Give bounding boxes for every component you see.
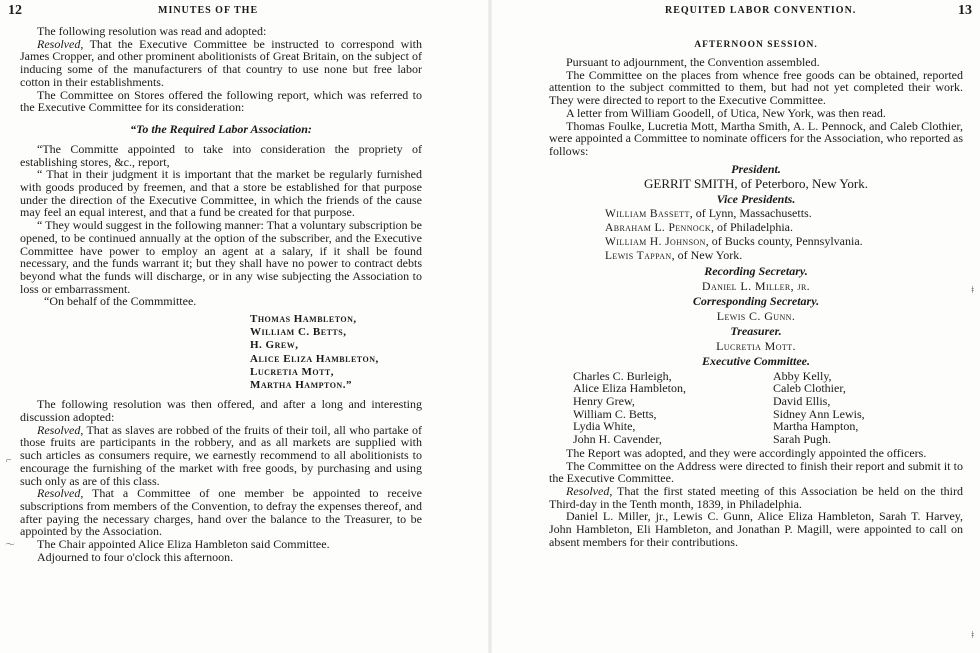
margin-mark: 〜 xyxy=(5,540,15,551)
committee-column-2 xyxy=(773,370,865,446)
margin-mark: ⌐ xyxy=(6,455,12,466)
signer: William C. Betts, xyxy=(250,326,347,339)
signer: Lucretia Mott, xyxy=(250,365,335,378)
resolution-paragraph xyxy=(20,487,422,538)
margin-mark: ǂ xyxy=(971,630,974,641)
committee-member: Abby Kelly, xyxy=(773,368,832,383)
committee-member: Martha Hampton, xyxy=(773,419,859,434)
committee-member: Henry Grew, xyxy=(573,394,635,409)
vice-president-name: Abraham L. Pennock xyxy=(605,221,711,234)
left-text-column xyxy=(20,25,422,563)
vice-president xyxy=(605,221,963,235)
report-paragraph: “ They would suggest in the following manner: That a voluntary subscription be opened, to be continued annually at the option of the subscriber, and the Executive Committee have power to employ an agent at a salary, if it shall be found necessary, and the funds warrant it; but they shall have no power to contract debts beyond what the funds will discharge, or in any wise subjecting the Association to loss or embarrassment. xyxy=(20,218,422,296)
resolution-text: , That the Executive Committee be instructed to correspond with James Cropper, and other prominent abolitionists of Great Britain, on the subject of inducing some of the manufacturers of that country to use none but free labor cotton in their establishments. xyxy=(20,36,422,89)
report-paragraph: “The Committe appointed to take into consideration the propriety of establishing stores, &c., report, xyxy=(20,141,422,169)
vice-presidents-list xyxy=(549,207,963,263)
resolution-text: , That the first stated meeting of this Association be held on the third Third-day in the Tenth month, 1839, in Philadelphia. xyxy=(549,483,963,511)
paragraph: The Committee on the Address were directed to finish their report and submit it to the Executive Committee. xyxy=(549,458,963,486)
office-heading-executive-committee: Executive Committee. xyxy=(702,353,810,368)
vice-president-place: , of Lynn, Massachusetts. xyxy=(689,205,812,220)
committee-member: Alice Eliza Hambleton, xyxy=(573,381,686,396)
committee-member: Caleb Clothier, xyxy=(773,381,846,396)
corresponding-secretary-name: Lewis C. Gunn. xyxy=(716,308,796,323)
signer: Thomas Hambleton, xyxy=(250,313,357,326)
page-number: 12 xyxy=(8,3,22,18)
resolved-label: Resolved xyxy=(37,36,81,51)
executive-committee-list xyxy=(573,370,963,446)
running-head: REQUITED LABOR CONVENTION. xyxy=(665,5,857,16)
office-heading-vice-presidents: Vice Presidents. xyxy=(716,191,796,206)
right-page xyxy=(490,0,980,653)
signer: Martha Hampton.” xyxy=(250,379,352,392)
vice-president xyxy=(605,249,963,263)
page-number: 13 xyxy=(958,3,972,18)
resolution-paragraph xyxy=(549,485,963,510)
recording-secretary-name: Daniel L. Miller, jr. xyxy=(701,278,811,293)
vice-president-name: Lewis Tappan xyxy=(605,249,672,262)
paragraph: Daniel L. Miller, jr., Lewis C. Gunn, Alice Eliza Hambleton, Sarah T. Harvey, John Hambleton, Eli Hambleton, and Jonathan P. Magill, were appointed to call on absent members for their contributions. xyxy=(549,509,963,549)
resolved-label: Resolved xyxy=(37,422,81,437)
paragraph: A letter from William Goodell, of Utica, New York, was then read. xyxy=(566,105,886,120)
committee-member: Charles C. Burleigh, xyxy=(573,368,672,383)
resolution-text: , That as slaves are robbed of the fruits of their toil, all who partake of those fruits are participants in the robbery, and as all markets are supplied with such articles as consumers require, we earnestly recommend to all abolitionists to encourage the furnishing of the market with free goods, by purchasing and using such only as are of this class. xyxy=(20,422,422,488)
resolution-paragraph xyxy=(20,424,422,488)
paragraph: The Report was adopted, and they were accordingly appointed the officers. xyxy=(566,445,927,460)
right-text-column xyxy=(549,40,963,548)
signer: Alice Eliza Hambleton, xyxy=(250,352,379,365)
committee-member: David Ellis, xyxy=(773,394,831,409)
committee-column-1 xyxy=(573,370,773,446)
margin-mark: ǂ xyxy=(971,285,974,296)
resolved-label: Resolved xyxy=(37,486,81,501)
resolved-label: Resolved xyxy=(566,483,610,498)
signer: H. Grew, xyxy=(250,339,299,352)
office-heading-corresponding-secretary: Corresponding Secretary. xyxy=(692,293,820,308)
paragraph: The Chair appointed Alice Eliza Hambleton said Committee. xyxy=(37,537,330,552)
committee-member: Lydia White, xyxy=(573,419,636,434)
report-closing: “On behalf of the Commmittee. xyxy=(44,294,197,309)
resolution-paragraph xyxy=(20,38,422,89)
committee-member: William C. Betts, xyxy=(573,406,657,421)
report-paragraph: “ That in their judgment it is important that the market be regularly furnished with goods produced by freemen, and that a store be established for that purpose under the direction of the Executive Committee, in which the friends of the cause may feel an equal interest, and that a fund be created for that purpose. xyxy=(20,167,422,220)
running-head: MINUTES OF THE xyxy=(158,5,259,16)
vice-president xyxy=(605,207,963,221)
paragraph: The following resolution was then offered, and after a long and interesting discussion adopted: xyxy=(20,397,422,424)
paragraph: The Committee on Stores offered the following report, which was referred to the Executive Committee for its consideration: xyxy=(20,87,422,115)
treasurer-name: Lucretia Mott. xyxy=(716,338,796,353)
signers-list xyxy=(250,313,422,392)
report-heading: “To the Required Labor Association: xyxy=(130,121,312,136)
vice-president-name: William H. Johnson xyxy=(605,235,706,248)
paragraph: Adjourned to four o'clock this afternoon. xyxy=(37,549,234,564)
paragraph: The following resolution was read and adopted: xyxy=(37,24,267,38)
office-heading-president: President. xyxy=(731,161,781,176)
committee-member: Sarah Pugh. xyxy=(773,432,831,447)
session-heading: AFTERNOON SESSION. xyxy=(694,40,818,50)
paragraph: The Committee on the places from whence free goods can be obtained, reported attention to the subject committed to them, but had not yet completed their work. They were directed to report to the Executive Committee. xyxy=(549,67,963,108)
vice-president xyxy=(605,235,963,249)
vice-president-place: , of Bucks county, Pennsylvania. xyxy=(705,233,863,248)
committee-member: John H. Cavender, xyxy=(573,432,662,447)
paragraph: Pursuant to adjournment, the Convention assembled. xyxy=(566,55,820,69)
vice-president-place: , of Philadelphia. xyxy=(711,219,793,234)
resolution-text: , That a Committee of one member be appointed to receive subscriptions from members of the Convention, to defray the expenses thereof, and after paying the necessary charges, hand over the balance to the Treasurer, to be appointed by the Association. xyxy=(20,486,422,539)
committee-member: Sidney Ann Lewis, xyxy=(773,406,865,421)
president-name: GERRIT SMITH, of Peterboro, New York. xyxy=(643,175,868,191)
paragraph: Thomas Foulke, Lucretia Mott, Martha Smith, A. L. Pennock, and Caleb Clothier, were appointed a Committee to nominate officers for the Association, who reported as follows: xyxy=(549,118,963,158)
vice-president-name: William Bassett xyxy=(605,207,690,220)
vice-president-place: , of New York. xyxy=(671,247,743,262)
office-heading-recording-secretary: Recording Secretary. xyxy=(704,263,808,278)
office-heading-treasurer: Treasurer. xyxy=(730,323,782,338)
